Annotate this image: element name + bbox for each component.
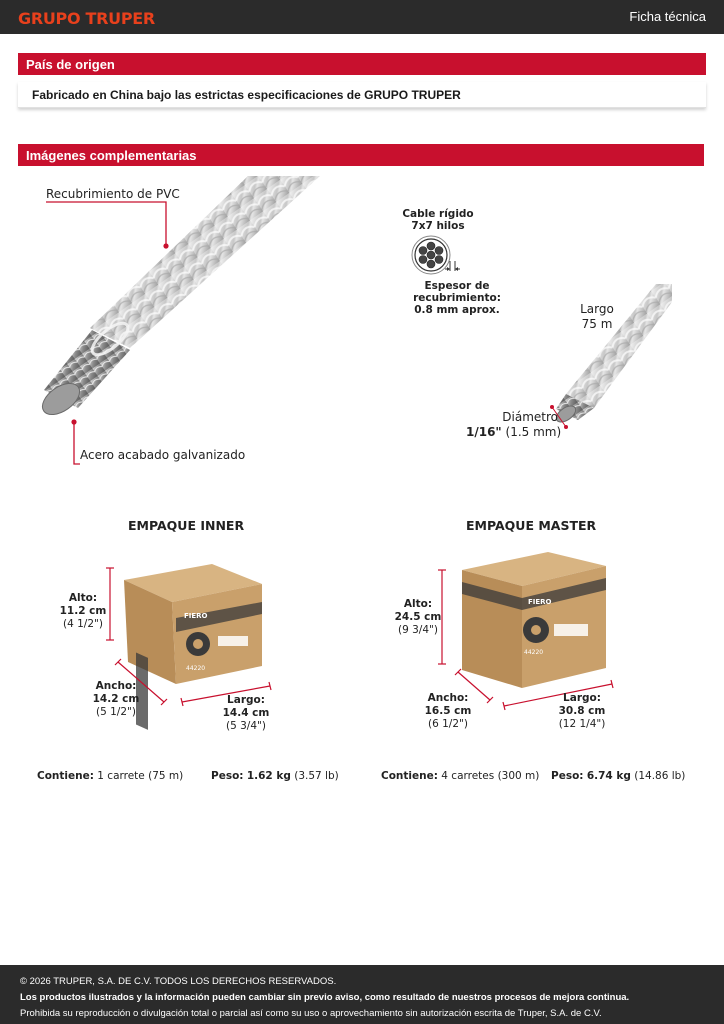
footer-prohibition: Prohibida su reproducción o divulgación total o parcial así como su uso o aprovechamiento sin autorización escrita de Truper, S.A. de C.V.: [20, 1008, 602, 1019]
master-pack-title: EMPAQUE MASTER: [466, 518, 597, 533]
truper-logo: GRUPO TRUPER: [18, 9, 155, 28]
inner-width-dimension: Ancho: 14.2 cm (5 1/2"): [92, 680, 140, 718]
master-box-icon: [462, 552, 606, 688]
inner-box-code: 44220: [186, 665, 206, 672]
inner-height-dimension: Alto: 11.2 cm (4 1/2"): [59, 592, 107, 630]
origin-text: Fabricado en China bajo las estrictas especificaciones de GRUPO TRUPER: [18, 82, 706, 108]
master-weight: Peso: 6.74 kg (14.86 lb): [551, 770, 686, 782]
footer: [0, 965, 724, 1024]
inner-pack-title: EMPAQUE INNER: [128, 518, 245, 533]
master-height-dimension: Alto: 24.5 cm (9 3/4"): [394, 598, 442, 636]
diameter-label: Diámetro 1/16" (1.5 mm): [466, 410, 562, 439]
inner-box-brand: FIERO: [184, 612, 208, 620]
cable-type-label: Cable rígido 7x7 hilos: [402, 208, 474, 232]
document-type-label: Ficha técnica: [629, 9, 706, 24]
inner-contents: Contiene: 1 carrete (75 m): [37, 770, 184, 782]
master-length-dimension: Largo: 30.8 cm (12 1/4"): [558, 692, 606, 730]
packaging-illustration: [0, 540, 724, 755]
inner-length-dimension: Largo: 14.4 cm (5 3/4"): [222, 694, 270, 732]
images-section-header: Imágenes complementarias: [18, 144, 704, 166]
length-label: Largo 75 m: [580, 302, 614, 331]
coating-thickness-label: Espesor de recubrimiento: 0.8 mm aprox.: [413, 280, 501, 316]
big-cable-icon: [37, 176, 320, 421]
product-images: [18, 168, 706, 483]
galvanized-steel-label: Acero acabado galvanizado: [80, 448, 246, 462]
pvc-coating-label: Recubrimiento de PVC: [46, 187, 180, 201]
inner-weight: Peso: 1.62 kg (3.57 lb): [211, 770, 339, 782]
master-contents: Contiene: 4 carretes (300 m): [381, 770, 540, 782]
cable-cross-section-icon: [412, 236, 460, 274]
master-box-code: 44220: [524, 649, 544, 656]
origin-section-header: País de origen: [18, 53, 706, 75]
master-box-brand: FIERO: [528, 598, 552, 606]
footer-copyright: © 2026 TRUPER, S.A. DE C.V. TODOS LOS DERECHOS RESERVADOS.: [20, 976, 337, 987]
master-width-dimension: Ancho: 16.5 cm (6 1/2"): [424, 692, 472, 730]
top-bar: [0, 0, 724, 34]
footer-notice: Los productos ilustrados y la información pueden cambiar sin previo aviso, como resultado de nuestros procesos de mejora continua.: [20, 992, 630, 1003]
